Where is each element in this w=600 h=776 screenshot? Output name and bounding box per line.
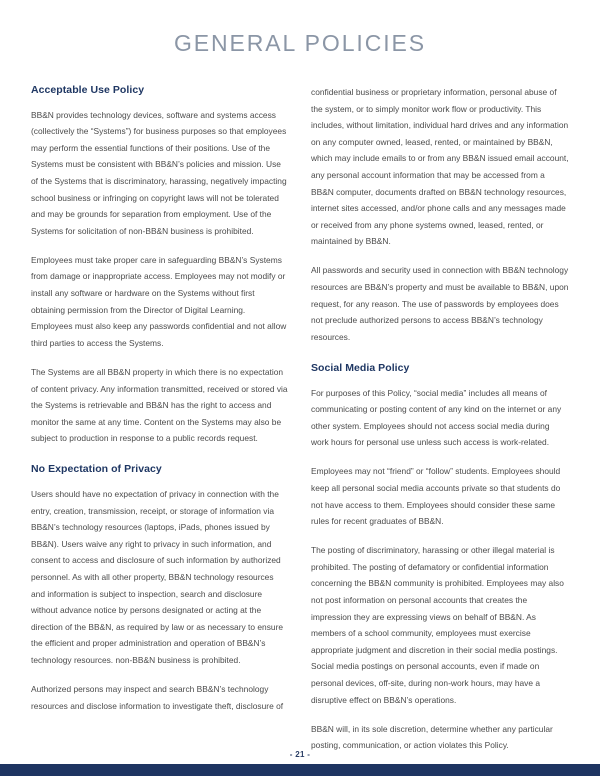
paragraph: All passwords and security used in connection with BB&N technology resources are BB&N’s property and must be available to BB&N, upon request, for any reason. The use of passwords by employees does not preclude authorized persons to access BB&N’s technology resources.: [311, 265, 569, 342]
section-heading: Acceptable Use Policy: [31, 84, 145, 96]
section-continuation: [311, 84, 569, 345]
section-heading: Social Media Policy: [311, 361, 410, 374]
section-no-expectation-of-privacy: [31, 463, 289, 714]
paragraph: For purposes of this Policy, “social media” includes all means of communicating or posting content of any kind on the internet or any other system. Employees should not access social media during work hours for personal use unless such access is work-related.: [311, 387, 562, 448]
right-column: [311, 84, 569, 754]
paragraph: The Systems are all BB&N property in which there is no expectation of content privacy. Any information transmitted, received or stored via the Systems is retrievable and BB&N has the right to access and monitor the same at any time. Content on the Systems may also be subject to production in response to a public records request.: [31, 366, 288, 444]
paragraph: BB&N will, in its sole discretion, determine whether any particular posting, communication, or action violates this Policy.: [311, 723, 553, 751]
paragraph: Users should have no expectation of privacy in connection with the entry, creation, transmission, receipt, or storage of information via BB&N’s technology resources (laptops, iPads, phones issued by BB&N). Users waive any right to privacy in such information, and consent to access and disclosure of such information by authorized personnel. As with all other property, BB&N technology resources and information is subject to inspection, search and disclosure without advance notice by persons designated or acting at the direction of the BB&N, as required by law or as necessary to ensure the efficient and proper administration and operation of BB&N’s technology resources. non-BB&N business is prohibited.: [31, 489, 284, 665]
paragraph: Employees may not “friend” or “follow” students. Employees should keep all personal social media accounts private so that students do not have access to them. Employees should consider these same rules for recent graduates of BB&N.: [311, 466, 561, 527]
page-title: GENERAL POLICIES: [174, 30, 426, 56]
left-column: [31, 84, 289, 754]
paragraph: The posting of discriminatory, harassing or other illegal material is prohibited. The posting of defamatory or confidential information concerning the BB&N community is prohibited. Employees may also not post information on personal accounts that creates the impression they are expressing views on behalf of BB&N. As members of a school community, employees must exercise appropriate judgment and discretion in their social media postings. Social media postings on personal accounts, even if made on personal devices, off-site, during non-work hours, may have a disruptive effect on BB&N’s operations.: [311, 545, 564, 705]
section-social-media-policy: [311, 362, 569, 754]
section-acceptable-use-policy: [31, 84, 289, 447]
paragraph: confidential business or proprietary information, personal abuse of the system, or to simply monitor work flow or productivity. This includes, without limitation, individual hard drives and any information on any computer owned, leased, rented, or maintained by BB&N, which may include emails to or from any BB&N issued email account, any personal account information that may be accessed from a BB&N computer, documents drafted on BB&N technology resources, internet sites accessed, and/or phone calls and any messages made or received from any phone systems owned, leased, rented, or maintained by BB&N.: [311, 87, 569, 247]
paragraph: Employees must take proper care in safeguarding BB&N’s Systems from damage or inappropriate access. Employees may not modify or install any software or hardware on the Systems without first obtaining permission from the Director of Digital Learning. Employees must also keep any passwords confidential and not allow third parties to access the Systems.: [31, 254, 287, 348]
section-heading: No Expectation of Privacy: [31, 463, 162, 476]
paragraph: BB&N provides technology devices, software and systems access (collectively the “Systems”) for business purposes so that employees may perform the essential functions of their positions. Use of the Systems must be consistent with BB&N’s policies and mission. Use of the Systems that is discriminatory, harassing, negatively impacting school business or infringing on copyright laws will not be tolerated and may be grounds for separation from employment. Use of the Systems for solicitation of non-BB&N business is prohibited.: [31, 109, 287, 236]
page-number: - 21 -: [289, 750, 311, 759]
footer-bar: [0, 764, 600, 776]
two-column-body: [31, 84, 569, 754]
paragraph: Authorized persons may inspect and search BB&N’s technology resources and disclose information to investigate theft, disclosure of: [31, 684, 284, 711]
